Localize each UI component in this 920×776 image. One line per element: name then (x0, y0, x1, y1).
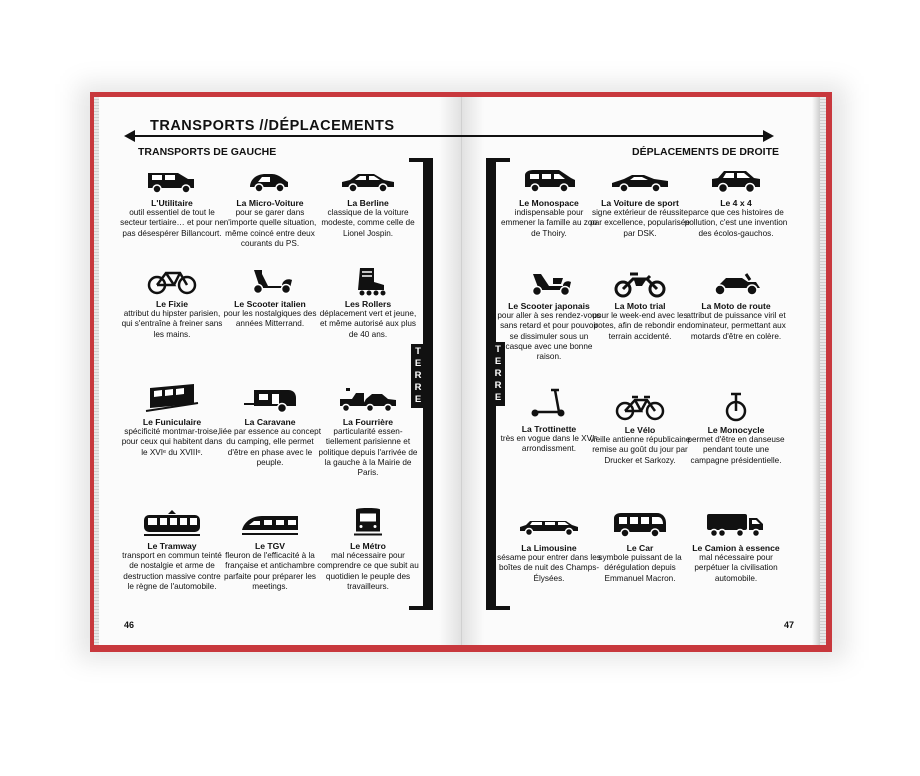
right-item (497, 165, 601, 239)
left-item (316, 503, 420, 592)
caravan-icon (240, 384, 300, 414)
bicycle-icon (142, 266, 202, 296)
item-name: La Limousine (521, 543, 577, 553)
item-name: Le Scooter japonais (508, 301, 590, 311)
item-name: Le Tramway (147, 541, 197, 551)
item-desc: signe extérieur de réussite par excellence, popularisée par DSK. (590, 208, 690, 238)
page-edges-right (820, 97, 826, 645)
item-desc: pour se garer dans n'importe quelle situation, même coincé entre deux courants du PS. (223, 208, 317, 248)
item-desc: fleuron de l'efficacité à la française et antichambre parfaite pour préparer les meetings. (224, 551, 316, 591)
tram-icon (142, 508, 202, 538)
left-item (218, 508, 322, 592)
right-item (588, 165, 692, 239)
micro-car-icon (240, 165, 300, 195)
page-number-left: 46 (124, 620, 135, 630)
item-desc: liée par essence au concept du camping, elle permet d'être en phase avec le peuple. (219, 427, 321, 467)
item-desc: mal nécessaire pour comprendre ce que subit au quotidien le peuple des travailleurs. (317, 551, 419, 591)
item-name: Le TGV (254, 541, 286, 551)
bike-icon (610, 392, 670, 422)
item-name: La Berline (347, 198, 389, 208)
left-item (218, 165, 322, 249)
kick-scooter-icon (519, 385, 579, 421)
sedan-icon (338, 165, 398, 195)
item-name: Les Rollers (344, 299, 392, 309)
left-subtitle: TRANSPORTS DE GAUCHE (138, 146, 277, 158)
item-name: Le 4 x 4 (720, 198, 752, 208)
item-desc: transport en commun teinté de nostalgie et arme de destruction massive contre le règne de l'automobile. (122, 551, 222, 591)
double-arrow-icon (124, 129, 774, 143)
item-name: Le Funiculaire (142, 417, 202, 427)
item-name: La Trottinette (521, 424, 577, 434)
left-item (316, 165, 420, 239)
page-title: TRANSPORTS //DÉPLACEMENTS (150, 118, 395, 134)
item-desc: pour aller à ses rendez-vous sans retard et pour pouvoir se dissimuler sous un casque avec une bonne raison. (497, 311, 601, 362)
left-item (316, 266, 420, 340)
side-label-text: TERRE (414, 346, 422, 405)
page-number-right: 47 (784, 620, 795, 630)
right-item (588, 392, 692, 466)
road-motorcycle-icon (706, 268, 766, 298)
right-item (497, 385, 601, 455)
left-side-label (411, 344, 425, 408)
trial-bike-icon (610, 268, 670, 298)
coach-bus-icon (610, 510, 670, 540)
item-name: La Micro-Voiture (236, 198, 304, 208)
left-item (120, 266, 224, 340)
item-name: Le Fixie (156, 299, 188, 309)
right-item (497, 510, 601, 584)
item-name: Le Monocycle (707, 425, 765, 435)
sports-car-icon (610, 165, 670, 195)
right-item (684, 510, 788, 584)
right-subtitle: DÉPLACEMENTS DE DROITE (632, 146, 780, 158)
item-name: Le Métro (350, 541, 386, 551)
item-desc: parce que ces histoires de pollution, c'est une invention des écolos-gauchos. (684, 208, 788, 238)
van-icon (142, 165, 202, 195)
item-desc: très en vogue dans le XVIᵉ arrondissment. (500, 434, 598, 454)
item-name: La Fourrière (342, 417, 394, 427)
item-desc: spécificité montmar-troise, pour ceux qui habitent dans le XVIᵉ du XVIIIᵉ. (121, 427, 223, 457)
item-desc: attribut du hipster parisien, qui s'entraîne à freiner sans les mains. (121, 309, 223, 339)
right-item (497, 268, 601, 362)
right-item (588, 510, 692, 584)
right-item (684, 165, 788, 239)
item-desc: pour les nostalgiques des années Mitterrand. (223, 309, 317, 329)
item-desc: sésame pour entrer dans les boîtes de nuit des Champs-Élysées. (497, 553, 601, 583)
right-item (588, 268, 692, 342)
item-name: Le Monospace (519, 198, 579, 208)
item-name: L'Utilitaire (151, 198, 193, 208)
tgv-icon (240, 508, 300, 538)
scooter-icon (240, 266, 300, 296)
item-desc: vieille antienne républicaine remise au goût du jour par Drucker et Sarkozy. (589, 435, 691, 465)
roller-skate-icon (338, 266, 398, 296)
unicycle-icon (706, 392, 766, 422)
right-item (684, 268, 788, 342)
item-desc: symbole puissant de la dérégulation depuis Emmanuel Macron. (598, 553, 682, 583)
tanker-truck-icon (706, 510, 766, 540)
item-desc: mal nécessaire pour perpétuer la civilisation automobile. (694, 553, 778, 583)
metro-icon (338, 503, 398, 538)
left-item (218, 384, 322, 468)
left-item (218, 266, 322, 330)
item-desc: permet d'être en danseuse pendant toute une campagne présidentielle. (687, 435, 785, 465)
right-item (684, 392, 788, 466)
item-name: La Voiture de sport (601, 198, 679, 208)
side-label-text: TERRE (494, 344, 502, 403)
item-desc: indispensable pour emmener la famille au zoo de Thoiry. (500, 208, 598, 238)
japanese-scooter-icon (519, 268, 579, 298)
item-name: Le Camion à essence (692, 543, 780, 553)
item-name: Le Scooter italien (234, 299, 306, 309)
item-name: Le Car (626, 543, 654, 553)
item-desc: déplacement vert et jeune, et même autorisé aux plus de 40 ans. (319, 309, 417, 339)
item-name: La Moto de route (701, 301, 771, 311)
item-desc: attribut de puissance viril et dominateur, permettant aux motards d'être en colère. (686, 311, 786, 341)
left-item (120, 380, 224, 458)
item-desc: particularité essen-tiellement parisienne et politique depuis l'arrivée de la gauche à la Mairie de Paris. (318, 427, 418, 478)
item-name: Le Vélo (624, 425, 656, 435)
funicular-icon (142, 380, 202, 414)
left-item (120, 165, 224, 239)
suv-icon (706, 165, 766, 195)
minivan-icon (519, 165, 579, 195)
item-desc: classique de la voiture modeste, comme celle de Lionel Jospin. (321, 208, 415, 238)
item-desc: pour le week-end avec les potes, afin de rebondir en terrain accidenté. (592, 311, 688, 341)
tow-truck-icon (338, 384, 398, 414)
item-desc: outil essentiel de tout le secteur tertiaire… et pour ne pas désespérer Billancourt. (120, 208, 224, 238)
left-item (120, 508, 224, 592)
item-name: La Moto trial (614, 301, 666, 311)
item-name: La Caravane (244, 417, 296, 427)
left-item (316, 384, 420, 478)
limousine-icon (519, 510, 579, 540)
